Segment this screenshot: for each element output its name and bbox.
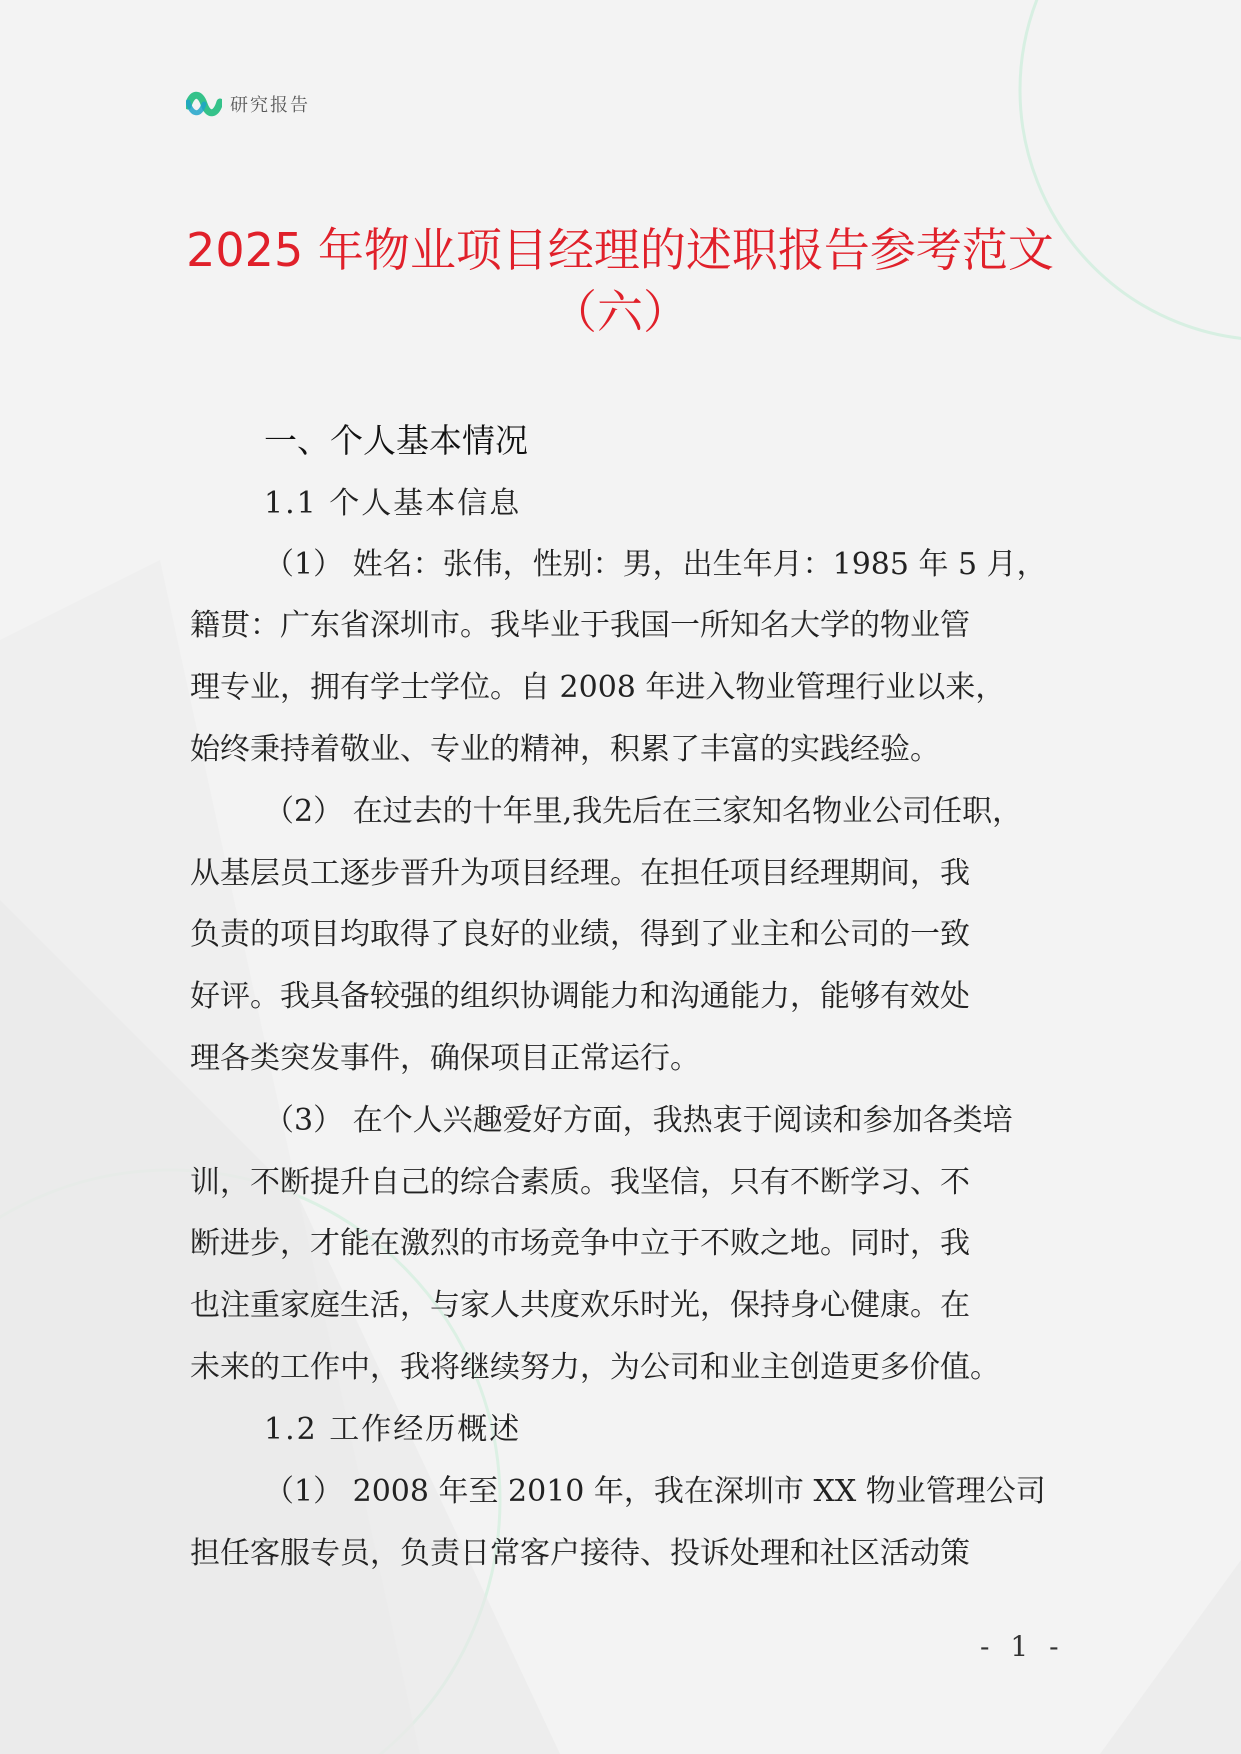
paragraph-line: （1） 姓名：张伟，性别：男，出生年月：1985 年 5 月， <box>264 547 1047 582</box>
paragraph-line: （2） 在过去的十年里,我先后在三家知名物业公司任职， <box>264 794 1023 829</box>
paragraph-line: 籍贯：广东省深圳市。我毕业于我国一所知名大学的物业管 <box>190 608 970 643</box>
header-logo <box>186 88 310 120</box>
paragraph-line: 理专业，拥有学士学位。自 2008 年进入物业管理行业以来， <box>190 670 1006 705</box>
paragraph-line: 理各类突发事件，确保项目正常运行。 <box>190 1041 700 1076</box>
subsection-heading: 1.2 工作经历概述 <box>264 1412 522 1447</box>
subsection-heading: 1.1 个人基本信息 <box>264 486 522 521</box>
paragraph-line: 负责的项目均取得了良好的业绩，得到了业主和公司的一致 <box>190 917 970 952</box>
paragraph-line: 从基层员工逐步晋升为项目经理。在担任项目经理期间，我 <box>190 856 970 891</box>
section-heading: 一、个人基本情况 <box>264 421 528 460</box>
paragraph-line: 始终秉持着敬业、专业的精神，积累了丰富的实践经验。 <box>190 732 940 767</box>
logo-text: 研究报告 <box>230 95 310 116</box>
document-title-line-1: 2025 年物业项目经理的述职报告参考范文 <box>186 223 1054 277</box>
document-title-line-2: （六） <box>551 285 689 339</box>
paragraph-line: 担任客服专员，负责日常客户接待、投诉处理和社区活动策 <box>190 1536 970 1571</box>
paragraph-line: 好评。我具备较强的组织协调能力和沟通能力，能够有效处 <box>190 979 970 1014</box>
paragraph-line: 断进步，才能在激烈的市场竞争中立于不败之地。同时，我 <box>190 1226 970 1261</box>
page-number: - 1 - <box>980 1630 1065 1663</box>
brand-logo-icon <box>186 88 222 120</box>
paragraph-line: 训，不断提升自己的综合素质。我坚信，只有不断学习、不 <box>190 1165 970 1200</box>
paragraph-line: 也注重家庭生活，与家人共度欢乐时光，保持身心健康。在 <box>190 1288 970 1323</box>
paragraph-line: （3） 在个人兴趣爱好方面，我热衷于阅读和参加各类培 <box>264 1103 1013 1138</box>
paragraph-line: （1） 2008 年至 2010 年，我在深圳市 XX 物业管理公司 <box>264 1474 1046 1509</box>
paragraph-line: 未来的工作中，我将继续努力，为公司和业主创造更多价值。 <box>190 1350 1000 1385</box>
